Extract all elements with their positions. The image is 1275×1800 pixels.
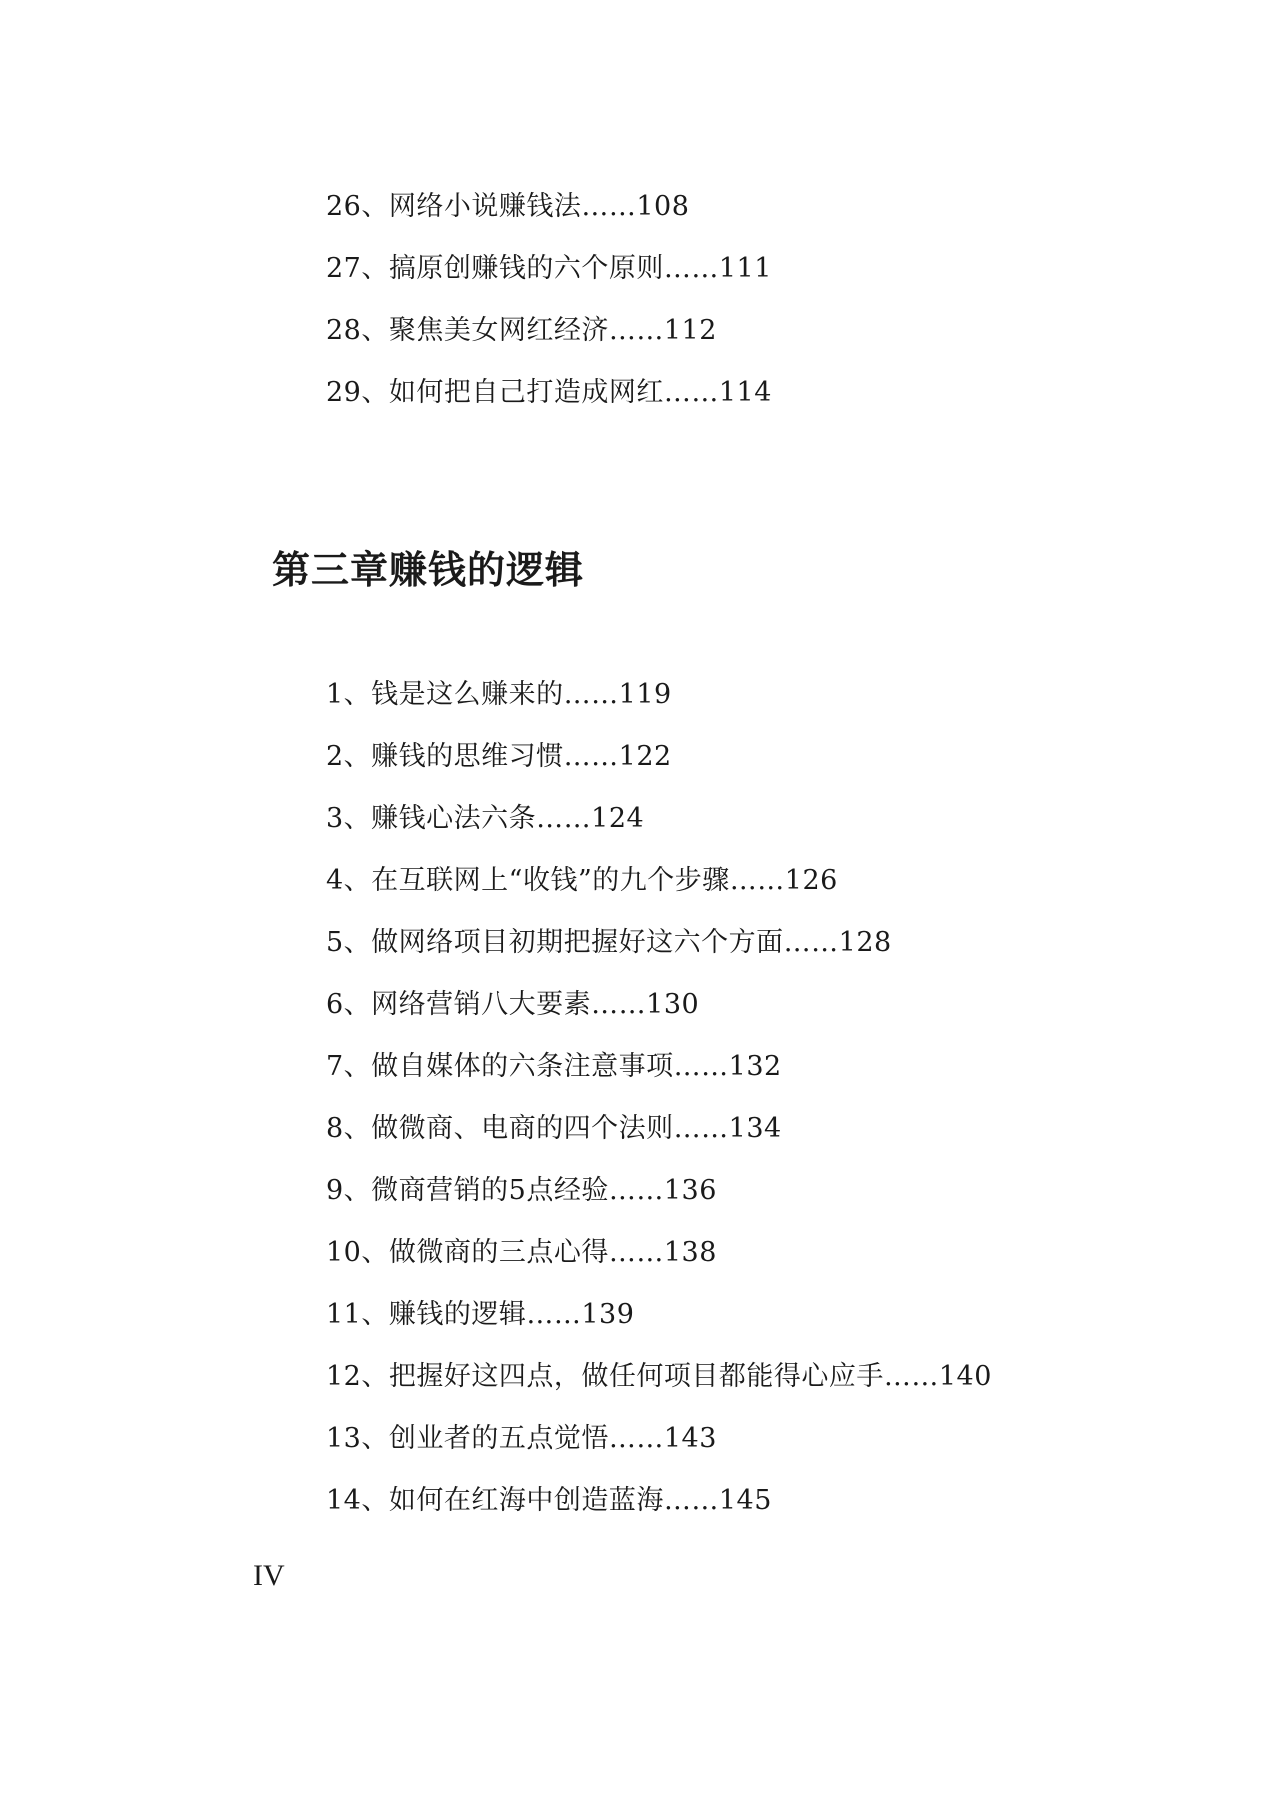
toc-entry: 29、如何把自己打造成网红……114 [326, 377, 772, 408]
toc-entry: 7、做自媒体的六条注意事项……132 [326, 1051, 782, 1082]
toc-entry: 26、网络小说赚钱法……108 [326, 191, 690, 222]
toc-entry: 11、赚钱的逻辑……139 [326, 1299, 635, 1330]
toc-entry: 5、做网络项目初期把握好这六个方面……128 [326, 927, 892, 958]
toc-list-previous-chapter [326, 176, 772, 424]
chapter-title: 第三章赚钱的逻辑 [272, 548, 585, 592]
toc-entry: 27、搞原创赚钱的六个原则……111 [326, 253, 772, 284]
toc-entry: 2、赚钱的思维习惯……122 [326, 741, 672, 772]
toc-entry: 6、网络营销八大要素……130 [326, 989, 700, 1020]
toc-entry: 8、做微商、电商的四个法则……134 [326, 1113, 782, 1144]
toc-entry: 28、聚焦美女网红经济……112 [326, 315, 717, 346]
toc-entry: 13、创业者的五点觉悟……143 [326, 1423, 717, 1454]
toc-entry: 3、赚钱心法六条……124 [326, 803, 645, 834]
toc-entry: 14、如何在红海中创造蓝海……145 [326, 1485, 772, 1516]
toc-entry: 4、在互联网上“收钱”的九个步骤……126 [326, 865, 838, 896]
toc-entry: 9、微商营销的5点经验……136 [326, 1175, 717, 1206]
toc-entry: 10、做微商的三点心得……138 [326, 1237, 717, 1268]
toc-entry: 12、把握好这四点，做任何项目都能得心应手……140 [326, 1361, 992, 1392]
toc-entry: 1、钱是这么赚来的……119 [326, 679, 672, 710]
page-number: IV [253, 1559, 285, 1592]
toc-list-chapter-3 [326, 664, 992, 1532]
